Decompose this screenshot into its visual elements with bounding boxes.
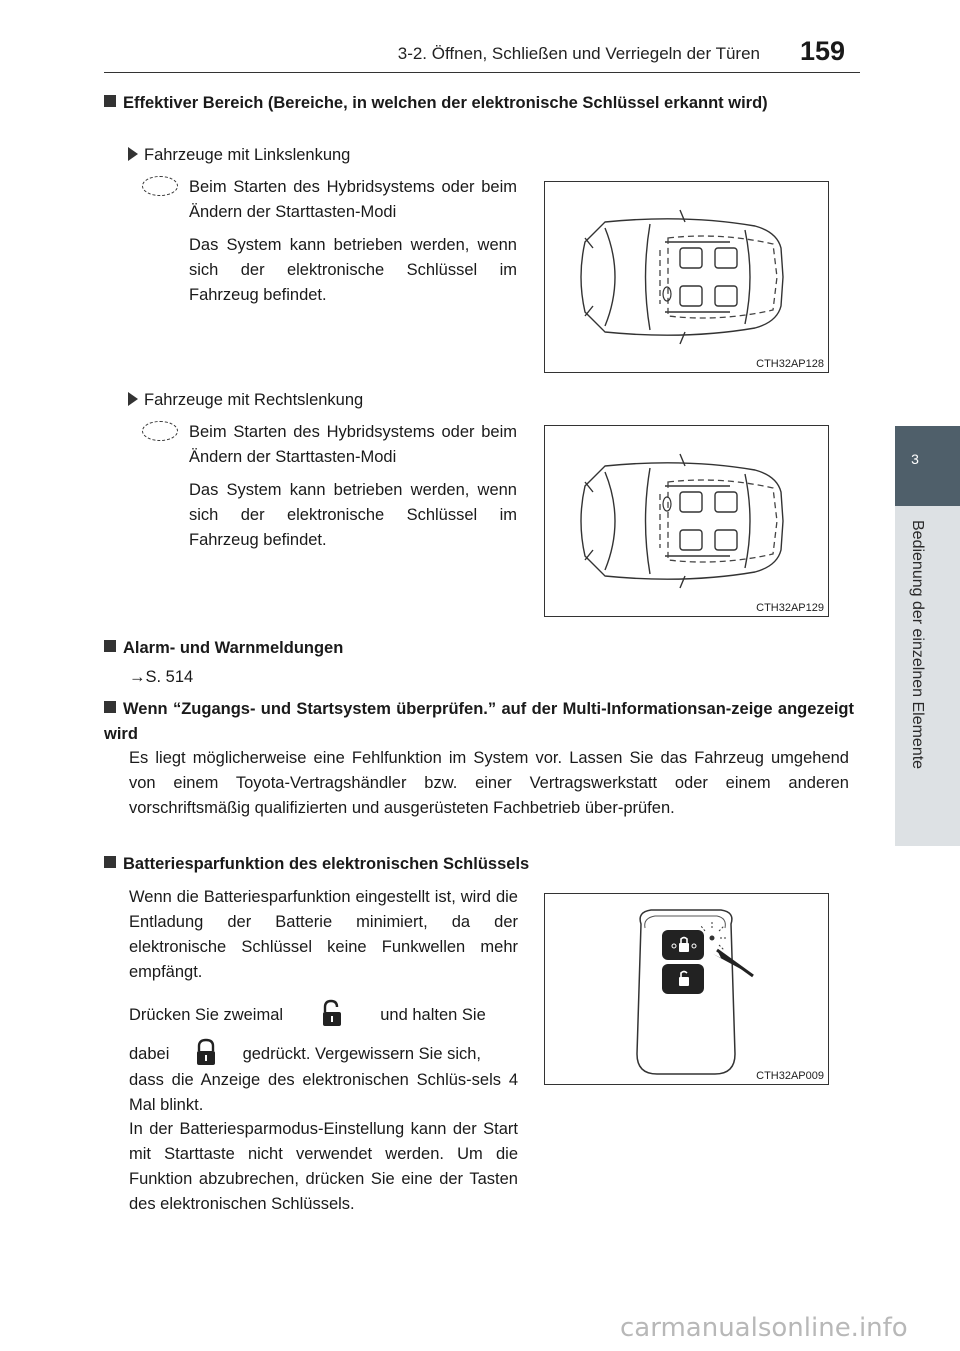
battery-saving-press-line2: dabei gedrückt. Vergewissern Sie sich, (129, 1037, 518, 1067)
battery-saving-para1: Wenn die Batteriesparfunktion eingestellt ist, wird die Entladung der Batterie minimiert, da der elektronische Schlüssel keine Funkwellen mehr empfängt. (129, 888, 518, 981)
header-title: 3-2. Öffnen, Schließen und Verriegeln der Türen (397, 44, 760, 63)
bullet-rhd: Fahrzeuge mit Rechtslenkung (128, 388, 363, 413)
figure-rhd-car (544, 425, 829, 617)
unlock-icon (312, 998, 352, 1028)
watermark: carmanualsonline.info (620, 1313, 908, 1343)
square-bullet-icon (104, 856, 116, 868)
page-reference: →S. 514 (129, 668, 194, 686)
legend-text-start: Beim Starten des Hybridsystems oder beim Ändern der Starttasten-Modi (189, 178, 517, 221)
bullet-lhd: Fahrzeuge mit Linkslenkung (128, 143, 350, 168)
square-bullet-icon (104, 640, 116, 652)
legend-text-start: Beim Starten des Hybridsystems oder beim Ändern der Starttasten-Modi (189, 423, 517, 466)
section-heading-battery-saving: Batteriesparfunktion des elektronischen Schlüssels (104, 852, 854, 877)
page-number: 159 (800, 36, 846, 66)
car-top-view-rhd-illustration (545, 426, 828, 616)
figure-code: CTH32AP128 (756, 358, 824, 370)
legend-text-operation: Das System kann betrieben werden, wenn sich der elektronische Schlüssel im Fahrzeug befindet. (189, 481, 517, 549)
car-top-view-lhd-illustration (545, 182, 828, 372)
battery-saving-press-line1: Drücken Sie zweimal und halten Sie (129, 998, 518, 1028)
dashed-area-legend-icon (142, 421, 178, 441)
figure-key-fob (544, 893, 829, 1085)
check-message-body: Es liegt möglicherweise eine Fehlfunktion im System vor. Lassen Sie das Fahrzeug umgehend von einem Toyota-Vertragshändler bzw. einer Vertragswerkstatt oder einem anderen vorschriftsmäßig qualifizierten und ausgerüsteten Fachbetrieb über-prüfen. (129, 749, 849, 817)
chapter-number: 3 (911, 451, 919, 467)
battery-saving-press-line3: dass die Anzeige des elektronischen Schlüs-sels 4 Mal blinkt. (129, 1071, 518, 1114)
section-heading-effective-area: Effektiver Bereich (Bereiche, in welchen der elektronische Schlüssel erkannt wird) (104, 91, 854, 116)
triangle-bullet-icon (128, 147, 138, 161)
chapter-label: Bedienung der einzelnen Elemente (909, 520, 926, 770)
legend-text-operation: Das System kann betrieben werden, wenn sich der elektronische Schlüssel im Fahrzeug befindet. (189, 236, 517, 304)
square-bullet-icon (104, 701, 116, 713)
section-heading-check-message: Wenn “Zugangs- und Startsystem überprüfen.” auf der Multi-Informationsan-zeige angezeigt wird (104, 700, 854, 743)
figure-code: CTH32AP129 (756, 602, 824, 614)
lock-icon (186, 1037, 226, 1067)
header-rule (104, 72, 860, 73)
chapter-band (895, 506, 960, 846)
battery-saving-para3: In der Batteriesparmodus-Einstellung kann der Start mit Starttaste nicht verwendet werden. Um die Funktion abzubrechen, drücken Sie eine der Tasten des elektronischen Schlüssels. (129, 1120, 518, 1213)
square-bullet-icon (104, 95, 116, 107)
figure-code: CTH32AP009 (756, 1070, 824, 1082)
key-fob-illustration (545, 894, 828, 1084)
figure-lhd-car (544, 181, 829, 373)
dashed-area-legend-icon (142, 176, 178, 196)
triangle-bullet-icon (128, 392, 138, 406)
section-heading-alarm: Alarm- und Warnmeldungen (104, 636, 854, 661)
